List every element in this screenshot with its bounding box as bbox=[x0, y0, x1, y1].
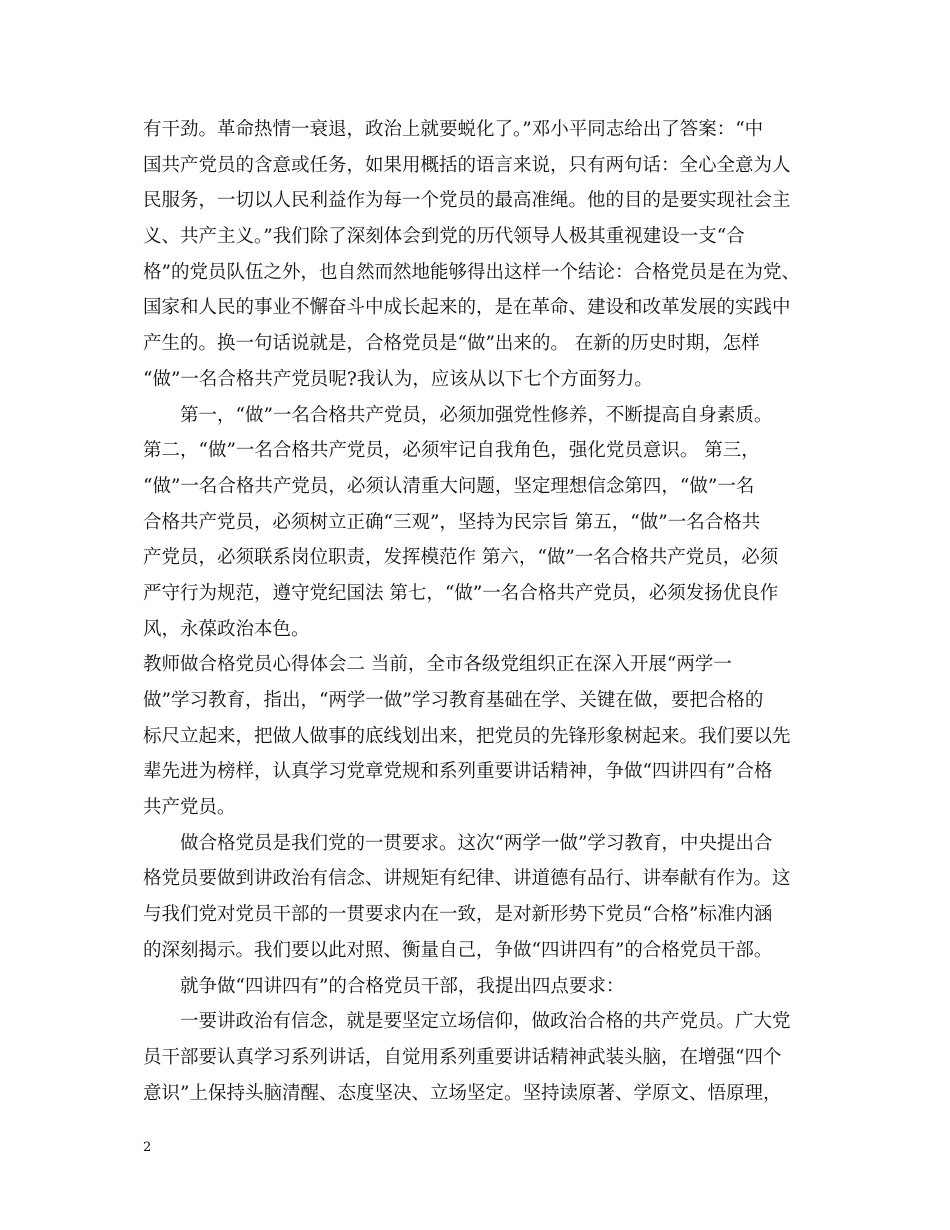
text-line: 意识”上保持头脑清醒、态度坚决、立场坚定。坚持读原著、学原文、悟原理， bbox=[143, 1082, 782, 1104]
text-line: “做”一名合格共产党员，必须认清重大问题，坚定理想信念第四，“做”一名 bbox=[143, 475, 755, 497]
text-line: 共产党员。 bbox=[143, 797, 236, 819]
text-line: 与我们党对党员干部的一贯要求内在一致，是对新形势下党员“合格”标准内涵 bbox=[143, 904, 773, 926]
text-line: 国共产党员的含意或任务，如果用概括的语言来说，只有两句话：全心全意为人 bbox=[143, 154, 791, 176]
section-heading-line: 教师做合格党员心得体会二 当前，全市各级党组织正在深入开展“两学一 bbox=[143, 654, 732, 676]
text-line: “做”一名合格共产党员呢?我认为，应该从以下七个方面努力。 bbox=[143, 368, 653, 390]
text-line: 一要讲政治有信念，就是要坚定立场信仰，做政治合格的共产党员。广大党 bbox=[143, 1011, 791, 1033]
text-line: 产党员，必须联系岗位职责，发挥模范作 第六，“做”一名合格共产党员，必须 bbox=[143, 547, 779, 569]
text-line: 员干部要认真学习系列讲话，自觉用系列重要讲话精神武装头脑，在增强“四个 bbox=[143, 1046, 782, 1068]
text-line: 格党员要做到讲政治有信念、讲规矩有纪律、讲道德有品行、讲奉献有作为。这 bbox=[143, 868, 791, 890]
text-line: 产生的。换一句话说就是，合格党员是“做”出来的。 在新的历史时期，怎样 bbox=[143, 333, 760, 355]
text-line: 严守行为规范，遵守党纪国法 第七，“做”一名合格共产党员，必须发扬优良作 bbox=[143, 582, 779, 604]
text-line: 标尺立起来，把做人做事的底线划出来，把党员的先锋形象树起来。我们要以先 bbox=[143, 725, 791, 747]
text-line: 风，永葆政治本色。 bbox=[143, 618, 310, 640]
text-line: 就争做“四讲四有”的合格党员干部，我提出四点要求： bbox=[143, 975, 625, 997]
page-number: 2 bbox=[143, 1140, 152, 1155]
text-line: 合格共产党员，必须树立正确“三观”，坚持为民宗旨 第五，“做”一名合格共 bbox=[143, 511, 761, 533]
text-line: 格”的党员队伍之外，也自然而然地能够得出这样一个结论：合格党员是在为党、 bbox=[143, 261, 800, 283]
text-line: 第一，“做”一名合格共产党员，必须加强党性修养，不断提高自身素质。 bbox=[143, 404, 773, 426]
text-line: 的深刻揭示。我们要以此对照、衡量自己，争做“四讲四有”的合格党员干部。 bbox=[143, 939, 773, 961]
text-line: 民服务，一切以人民利益作为每一个党员的最高准绳。他的目的是要实现社会主 bbox=[143, 190, 791, 212]
text-line: 做合格党员是我们党的一贯要求。这次“两学一做”学习教育，中央提出合 bbox=[143, 832, 773, 854]
text-line: 国家和人民的事业不懈奋斗中成长起来的，是在革命、建设和改革发展的实践中 bbox=[143, 297, 791, 319]
text-line: 有干劲。革命热情一衰退，政治上就要蜕化了。”邓小平同志给出了答案：“中 bbox=[143, 119, 764, 140]
text-line: 做”学习教育，指出，“两学一做”学习教育基础在学、关键在做，要把合格的 bbox=[143, 690, 764, 711]
text-line: 第二，“做”一名合格共产党员，必须牢记自我角色，强化党员意识。 第三， bbox=[143, 440, 760, 462]
text-line: 辈先进为榜样，认真学习党章党规和系列重要讲话精神，争做“四讲四有”合格 bbox=[143, 761, 773, 783]
text-line: 义、共产主义。”我们除了深刻体会到党的历代领导人极其重视建设一支“合 bbox=[143, 226, 745, 248]
document-body bbox=[143, 112, 811, 1111]
